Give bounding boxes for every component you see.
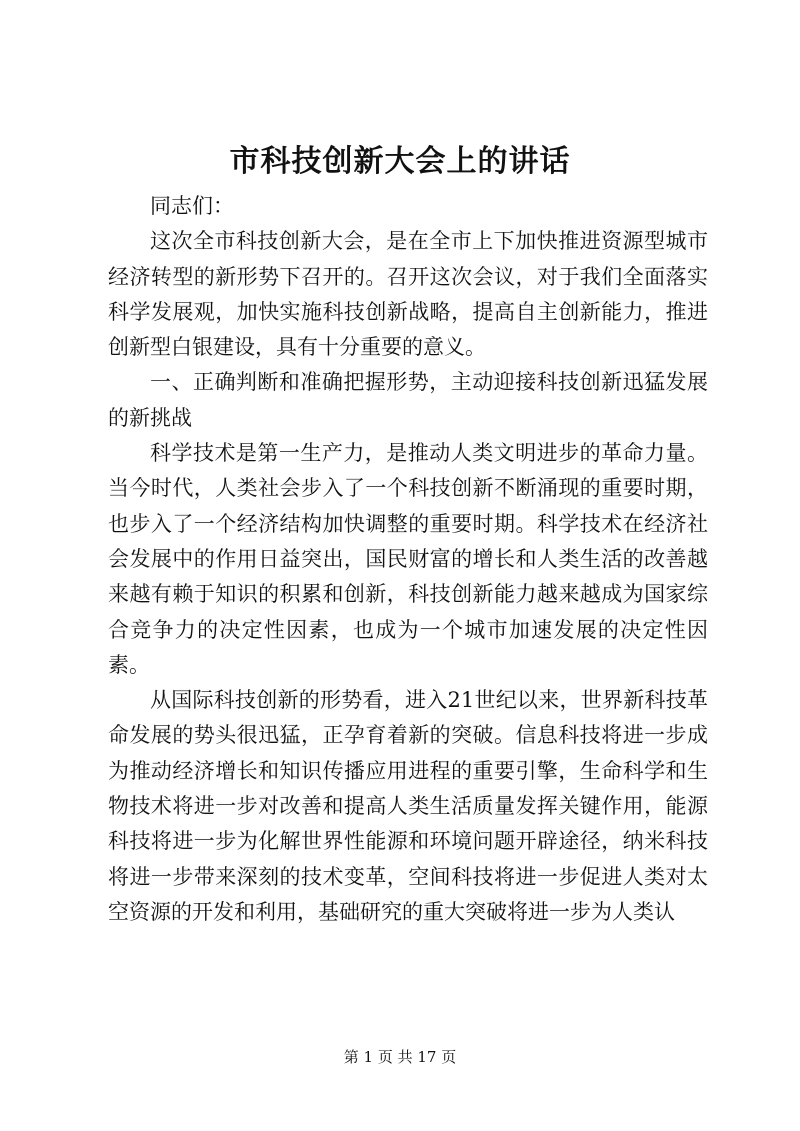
- paragraph-intro: 这次全市科技创新大会，是在全市上下加快推进资源型城市经济转型的新形势下召开的。召开这次会议，对于我们全面落实科学发展观，加快实施科技创新战略，提高自主创新能力，推进创新型白银建设，具有十分重要的意义。: [108, 229, 708, 360]
- document-body: [108, 189, 708, 930]
- section-heading-1: 一、正确判断和准确把握形势，主动迎接科技创新迅猛发展的新挑战: [108, 370, 708, 430]
- salutation: 同志们：: [150, 194, 234, 218]
- paragraph-science-productivity: 科学技术是第一生产力，是推动人类文明进步的革命力量。当今时代，人类社会步入了一个科技创新不断涌现的重要时期，也步入了一个经济结构加快调整的重要时期。科学技术在经济社会发展中的作用日益突出，国民财富的增长和人类生活的改善越来越有赖于知识的积累和创新，科技创新能力越来越成为国家综合竞争力的决定性因素，也成为一个城市加速发展的决定性因素。: [108, 441, 708, 677]
- document-title: 市科技创新大会上的讲话: [229, 144, 571, 179]
- paragraph-international-situation: 从国际科技创新的形势看，进入21世纪以来，世界新科技革命发展的势头很迅猛，正孕育着新的突破。信息科技将进一步成为推动经济增长和知识传播应用进程的重要引擎，生命科学和生物技术将进一步对改善和提高人类生活质量发挥关键作用，能源科技将进一步为化解世界性能源和环境问题开辟途径，纳米科技将进一步带来深刻的技术变革，空间科技将进一步促进人类对太空资源的开发和利用，基础研究的重大突破将进一步为人类认: [108, 688, 708, 924]
- page-number-footer: 第 1 页 共 17 页: [343, 1048, 457, 1066]
